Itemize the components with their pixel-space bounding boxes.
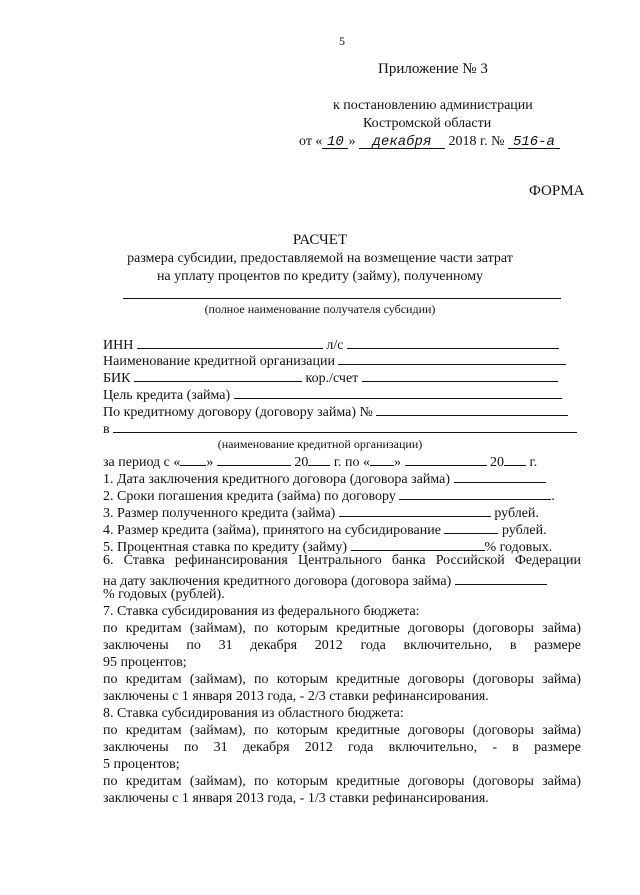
appendix-date-line [299, 134, 560, 150]
date-month: декабря [359, 134, 445, 149]
calc-title: РАСЧЕТ [292, 232, 348, 248]
contract-row [103, 401, 583, 419]
appendix-region: Костромской области [363, 116, 492, 131]
item-8-b-line-2: заключены с 1 января 2013 года, - 1/3 ставки рефинансирования. [103, 791, 489, 806]
purpose-label: Цель кредита (займа) [103, 388, 231, 403]
item-2-row: 2. Сроки погашения кредита (займа) по договору . [103, 485, 583, 503]
period-day-1 [180, 451, 206, 466]
appendix-resolution: к постановлению администрации [333, 98, 533, 113]
item-6-blank [455, 570, 547, 585]
item-2-label: 2. Сроки погашения кредита (займа) по договору [103, 489, 396, 504]
period-year-1-blank [308, 451, 330, 466]
period-quote-2: » [394, 455, 402, 470]
page-number: 5 [339, 34, 345, 48]
in-row [103, 418, 583, 436]
contract-label: По кредитному договору (договору займа) № [103, 405, 373, 420]
item-5-unit: % годовых. [484, 540, 553, 555]
item-1-row [103, 468, 583, 486]
item-7-b-line-2: заключены с 1 января 2013 года, - 2/3 ставки рефинансирования. [103, 689, 489, 704]
in-label: в [103, 422, 110, 437]
title-line-2: на уплату процентов по кредиту (займу), полученному [156, 269, 484, 284]
corr-account-blank [362, 367, 558, 382]
date-prefix: от « [299, 134, 323, 149]
credit-org-row [103, 350, 583, 368]
item-4-row [103, 519, 583, 537]
period-quote-1: » [206, 455, 214, 470]
item-2-blank [399, 485, 551, 500]
item-6-row-2 [103, 570, 583, 588]
item-3-unit: рублей. [494, 506, 539, 521]
item-1-blank [454, 468, 546, 483]
period-day-2 [370, 451, 394, 466]
item-5-blank [351, 536, 485, 551]
purpose-row [103, 384, 583, 402]
item-7-a-line-2: заключены по 31 декабря 2012 года включительно, в размере [103, 638, 581, 653]
period-mid: г. по « [333, 455, 371, 470]
item-4-unit: рублей. [501, 523, 547, 538]
date-day-suffix: » [348, 134, 356, 149]
item-8-a-line-3: 5 процентов; [103, 757, 180, 772]
inn-label: ИНН [103, 338, 134, 353]
item-4-label: 4. Размер кредита (займа), принятого на субсидирование [103, 523, 441, 538]
bik-blank [134, 367, 302, 382]
item-8-b-line-1: по кредитам (займам), по которым кредитные договоры (договоры займа) [103, 774, 581, 789]
appendix-title: Приложение № 3 [378, 61, 488, 77]
form-label: ФОРМА [529, 183, 585, 199]
item-7-title: 7. Ставка субсидирования из федерального бюджета: [103, 604, 420, 619]
period-month-2 [405, 451, 487, 466]
item-3-row [103, 502, 583, 520]
resolution-number: 516-а [508, 134, 560, 149]
period-month-1 [217, 451, 291, 466]
period-row [103, 451, 583, 469]
period-year-1: 20 [294, 455, 309, 470]
item-3-blank [339, 502, 491, 517]
item-7-a-line-3: 95 процентов; [103, 655, 187, 670]
credit-org-caption: (наименование кредитной организации) [217, 437, 423, 451]
contract-blank [376, 401, 568, 416]
account-blank [347, 334, 559, 349]
credit-org-blank [338, 350, 566, 365]
period-year-2: 20 [490, 455, 505, 470]
corr-account-label: кор./счет [305, 371, 359, 386]
item-8-title: 8. Ставка субсидирования из областного бюджета: [103, 706, 404, 721]
recipient-caption: (полное наименование получателя субсидии) [204, 302, 436, 316]
item-4-blank [444, 519, 498, 534]
item-3-label: 3. Размер полученного кредита (займа) [103, 506, 336, 521]
bik-row [103, 367, 583, 385]
credit-org-label: Наименование кредитной организации [103, 354, 335, 369]
period-suffix: г. [529, 455, 538, 470]
item-6-line-1: 6. Ставка рефинансирования Центрального банка Российской Федерации [103, 553, 581, 568]
item-8-a-line-1: по кредитам (займам), по которым кредитные договоры (договоры займа) [103, 723, 581, 738]
bik-label: БИК [103, 371, 131, 386]
date-year: 2018 г. № [448, 134, 505, 149]
item-6-line-3: % годовых (рублей). [103, 587, 225, 602]
date-day: 10 [322, 134, 348, 149]
period-year-2-blank [504, 451, 526, 466]
period-prefix: за период с « [103, 455, 181, 470]
in-blank [113, 418, 577, 433]
item-7-b-line-1: по кредитам (займам), по которым кредитные договоры (договоры займа) [103, 672, 581, 687]
item-6-line-2: на дату заключения кредитного договора (договора займа) [103, 574, 452, 589]
item-7-a-line-1: по кредитам (займам), по которым кредитные договоры (договоры займа) [103, 621, 581, 636]
item-1-label: 1. Дата заключения кредитного договора (договора займа) [103, 472, 451, 487]
account-label: л/с [326, 338, 344, 353]
inn-blank [137, 334, 323, 349]
title-line-1: размера субсидии, предоставляемой на возмещение части затрат [127, 251, 513, 266]
recipient-name-underline [123, 298, 561, 299]
purpose-blank [234, 384, 562, 399]
item-5-row [103, 536, 583, 554]
item-8-a-line-2: заключены по 31 декабря 2012 года включительно, - в размере [103, 740, 581, 755]
item-5-label: 5. Процентная ставка по кредиту (займу) [103, 540, 347, 555]
